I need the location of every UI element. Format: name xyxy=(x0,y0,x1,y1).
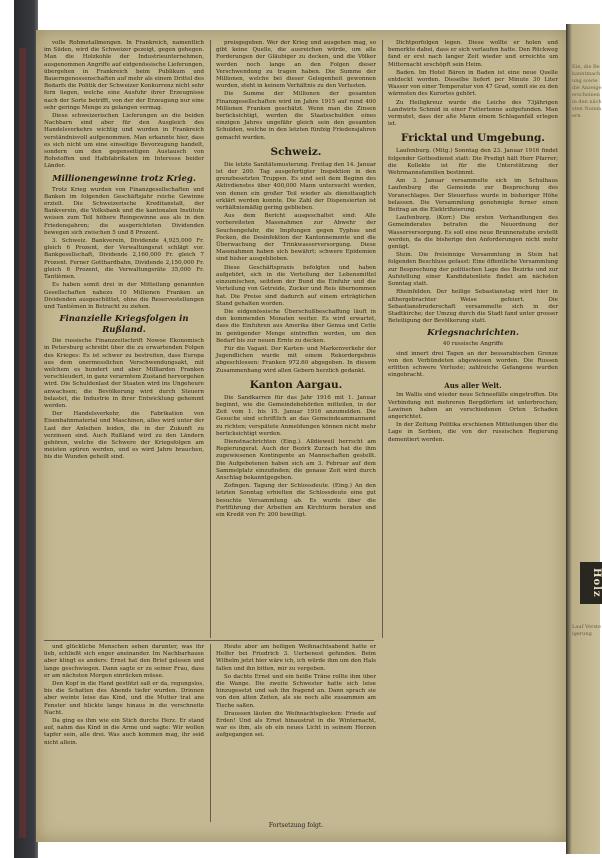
article-paragraph: 3. Schweiz. Bankverein, Dividende 4,925,000 Fr. gleich 6 Prozent, der Verwaltungsrat schlägt vor. Bankgesellschaft, Dividende 2,160,000 Fr. gleich 7 Prozent. Ferner Gotthardbahn, Dividende 2,150,000 Fr. gleich 6 Prozent, die Verwaltungsräte 35,000 Fr. Tantièmen. xyxy=(44,238,204,281)
article-paragraph: Diese schweizerischen Lieferungen an die beiden Nachbarn sind aber für den Ausgleich des Handelsverkehrs wichtig und wurden in Frankreich verständnisvoll aufgenommen. Man erkannte hier, dass es sich nicht um eine einseitige Bevorzugung handelt, sondern um den gegenseitigen Austausch von Rohstoffen und Halbfabrikaten im Interesse beider Länder. xyxy=(44,113,204,170)
article-paragraph: Zofingen. Tagung der Schlossdeute. (Eing.) An den letzten Sonntag erhielten die Schlossdeute eine gut besuchte Versammlung ab. Es wurde über die Fortführung der Arbeiten am Kirchturm beraten und ein Kredit von Fr. 200 bewilligt. xyxy=(216,483,376,518)
column-3 xyxy=(388,40,558,820)
article-paragraph: Baden. Im Hotel Bären in Baden ist eine neue Quelle entdeckt worden. Dieselbe liefert per Minute 30 Liter Wasser von einer Temperatur von 47 Grad, somit sie zu den wärmsten des Kurortes gehört. xyxy=(388,69,558,98)
article-paragraph: Stein. Die freisinnige Versammlung in Stein hat folgenden Beschluss gefasst: Eine öffentliche Versammlung zur Besprechung der politischen Lage des Bezirks und zur Aufstellung einer Kandidatenliste findet am nächsten Sonntag statt. xyxy=(388,252,558,288)
article-paragraph: Am 3. Januar versammelte sich im Schulhaus Laufenburg die Gemeinde zur Besprechung des Voranschlages. Der Steuerfuss wurde in bisheriger Höhe belassen. Die Versammlung genehmigte ferner einen Beitrag an die Elektrifizierung. xyxy=(388,178,558,214)
section-divider xyxy=(44,640,374,641)
spine-binding-stripe xyxy=(19,48,26,838)
adjacent-page-text: Ein, die Bekanntmachung sowie die Anzeige erscheinen in den nächsten Nummern xyxy=(572,64,602,119)
article-paragraph: In der Zeitung Politika erschienen Mitteilungen über die Lage in Serbien, die von der russischen Regierung dementiert werden. xyxy=(388,422,558,443)
article-paragraph: volle Rohmetallmengen. In Frankreich, namentlich im Süden, wird die Schweizer gezeigt, gegen gehegen. Man die Holzkohle der Industrieunternehmen, ausgenommen Angriffe auf eidgenössische Lieferungen, übergehen in Frankreich beim Publikum und Bauerngenossenschaften auf mehr als einem Drittel des Bedarfs die Politik der Schweizer Konkurrenz nicht sehr fern liegen, welche eine Ausfuhr ihrer Erzeugnisse nach der Sorte betrifft, von der der Erzeugung nur eine sehr geringe Menge zu gelangen vermag. xyxy=(44,40,204,111)
column-divider xyxy=(210,40,211,638)
article-paragraph: So dachte Ernst und ein heiße Träne rollte ihm über die Wange. Die zweite Schwester hatte sich leise hinzugesetzt und sah ihn fragend an. Dann sprach sie von den alten Zeiten, als sie noch alle zusammen am Tische saßen. xyxy=(216,673,376,709)
article-headline: Kriegsnachrichten. xyxy=(427,328,519,339)
article-paragraph: Der Handelsverkehr, die Fabrikation von Eisenbahnmaterial und Maschinen, alles wird unter der Last der Anleihen leiden, die in der Zukunft zu verzinsen sind. Auch Rußland wird zu den Ländern gehören, welche die Schwere der Kriegsfolgen am meisten spüren werden, und es wird Jahre brauchen, bis die Wunden geheilt sind. xyxy=(44,411,204,461)
article-paragraph: Rheinfelden. Der heilige Sebastianstag wird hier in althergebrachter Weise gefeiert. Die Sebastiansbruderschaft versammelte sich in der Stadtkirche; der Umzug durch die Stadt fand unter grosser Beteiligung der Bevölkerung statt. xyxy=(388,289,558,325)
article-paragraph: Laufenburg. (Mitg.) Sonntag den 23. Januar 1916 findet folgender Gottesdienst statt: Die Predigt hält Herr Pfarrer; die Kollekte ist für die Unterstützung der Wehrmannsfamilien bestimmt. xyxy=(388,148,558,177)
article-headline: Millionengewinne trotz Krieg. xyxy=(52,173,196,184)
article-paragraph: Es haben somit drei in der Mitteilung genannten Gesellschaften nahezu 10 Millionen Franken an Dividenden ausgeschüttet, ohne die Reservestellungen und Tantièmen in Betracht zu ziehen. xyxy=(44,282,204,310)
article-paragraph: Die russische Finanzzeitschrift Nowoe Ekonomisch in Petersburg schreibt über die zu erwartenden Folgen des Krieges: Es ist schwer zu bestreiten, dass Europa aus dem unermesslichen Verschwendungsakt, mit welchem es hundert und aber Milliarden Franken verschleudert, in ganz verarmtem Zustand hervorgehen wird. Die Schuldenlast der Staaten wird ins Ungeheure anwachsen; die Bevölkerung wird durch Steuern belastet, die Industrie in ihrer Entwicklung gehemmt werden. xyxy=(44,338,204,409)
article-headline: Finanzielle Kriegsfolgen in Rußland. xyxy=(59,314,189,336)
article-paragraph: Laufenburg. (Korr.) Die ersten Verhandlungen des Gemeinderates betrafen die Neuordnung der Wasserversorgung. Es soll eine neue Brunnenstube erstellt werden, da die bisherige den Anforderungen nicht mehr genügt. xyxy=(388,215,558,251)
article-paragraph: Dienstnachrichten (Eing.). Alldieweil herrscht am Regierungsrat. Auch der Bezirk Zurzach hat die ihm zugewiesenen Kontingente an Mannschaften gestellt. Die Aufgebotenen haben sich am 3. Februar auf dem Sammelplatz einzufinden; die genaue Zeit wird durch Anschlag bekanntgegeben. xyxy=(216,438,376,481)
section-subheading: Aus aller Welt. xyxy=(444,381,502,391)
article-paragraph: Zu Heiligkreuz wurde die Leiche des 73jährigen Landwirts Schmid in einer Futtertenne aufgefunden. Man vermutet, dass der alte Mann einem Schlaganfall erlegen ist. xyxy=(388,99,558,128)
footer-note: Fortsetzung folgt. xyxy=(268,822,324,829)
section-heading: Schweiz. xyxy=(270,145,322,158)
article-paragraph: und glückliche Menschen sehen darunter, was ihr lieb, schließt sich enger aneinander. Im Nachbarhause aber klingt es anders: Ernst hat den Brief gelesen und lange geschwiegen. Dann sagte er zu seiner Frau, dass er am nächsten Morgen einrücken müsse. xyxy=(44,644,204,679)
adjacent-page-headline: Holz xyxy=(580,562,602,604)
newspaper-page xyxy=(36,30,566,842)
adjacent-page-text: Lauf Versteigerung xyxy=(572,624,601,637)
article-paragraph: Trotz Krieg wurden von Finanzgesellschaften und Banken im folgenden Geschäftsjahr reiche Gewinne erzielt. Die Schweizerische Kreditanstalt, der Bankverein, die Volksbank und die kantonalen Institute weisen zum Teil höhere Reingewinne aus als in den Friedensjahren; die ausgerichteten Dividenden bewegen sich zwischen 5 und 8 Prozent. xyxy=(44,186,204,236)
adjacent-page-edge xyxy=(566,24,600,854)
article-paragraph: Für die Vagant. Der Karten- und Markenverkehr der Jugendlichen wurde mit einem Rekordergebnis abgeschlossen: Franken 972.60 abgegeben. In diesem Zusammenhang wird allen Gebern herzlich gedankt. xyxy=(216,345,376,374)
article-paragraph: Aus dem Bericht ausgeschaltet sind: Alle vorbereiteten Massnahmen zur Abwehr der Seuchengefahr, die Impfungen gegen Typhus und Pocken, die Desinfektion der Kantonnemente und die Überwachung der Trinkwasserversorgung. Diese Massnahmen haben sich bewährt; schwere Epidemien sind bisher ausgeblieben. xyxy=(216,213,376,263)
article-paragraph: Dichtporfolgen legen. Diese wollte er holen und bemerkte dabei, dass er sich verlaufen hatte. Den Rückweg fand er erst nach langer Zeit wieder und erreichte um Mitternacht erschöpft sein Heim. xyxy=(388,40,558,68)
article-paragraph: Die Sandkarren für das Jahr 1916 mit 1. Januar beginnt, wie die Gemeindebehörden mitteilen, in der Zeit vom 1. bis 15. Januar 1916 anzumelden. Die Gesuche sind schriftlich an das Gemeindeammannamt zu richten; verspätete Anmeldungen können nicht mehr berücksichtigt werden. xyxy=(216,394,376,437)
section-heading: Kanton Aargau. xyxy=(249,378,343,391)
bottom-column-2 xyxy=(216,644,376,824)
article-paragraph: preisgegeben. Wer der Krieg und ausgehen mag, so gibt keine Quelle, die ausreichen würde, um alle Forderungen der Gläubiger zu decken, und die Völker werden noch lange an den Folgen dieser Verschwendung zu tragen haben. Die Summe der Millionen, welche bei dieser Gelegenheit gewonnen wurden, steht in keinem Verhältnis zu den Verlusten. xyxy=(216,40,376,90)
article-paragraph: Die Summe der Millionen der gesamten Finanzgesellschaften wird im Jahre 1915 auf rund 400 Millionen Franken geschätzt. Wenn man die Zinsen berücksichtigt, werden die Staatsschulden eines einzigen Jahres ungefähr gleich sein den gesamten Schulden, welche in den letzten fünfzig Friedensjahren gemacht wurden. xyxy=(216,91,376,141)
article-paragraph: Im Wallis sind wieder neue Schneefälle eingetroffen. Die Verbindung mit mehreren Bergdörfern ist unterbrochen; Lawinen haben an verschiedenen Orten Schaden angerichtet. xyxy=(388,392,558,420)
article-paragraph: Die eidgenössische Überschußbeschaffung läuft in den kommenden Monaten weiter. Es wird erwartet, dass die Einfuhren aus Amerika über Genua und Cette in genügender Menge eintreffen werden, um den Bedarf bis zur neuen Ernte zu decken. xyxy=(216,308,376,344)
article-paragraph: Diese Geschäftspraxis befolgten und haben aufgehört, sich in die Verteilung der Lebensmittel einzumischen, seitdem der Bund die Einfuhr und die Verteilung von Getreide, Zucker und Reis übernommen hat. Die Preise sind dadurch auf einem erträglichen Stand gehalten worden. xyxy=(216,264,376,307)
article-paragraph: Die letzte Sanitätsmusterung. Freitag den 14. Januar ist der 200. Tag ausgefertigter Inspektion in den grenzbesetzten Truppen. Es sind seit dem Beginn des Aktivdienstes über 400,000 Mann untersucht worden, von denen ein großer Teil wieder als diensttauglich erklärt werden konnte. Die Zahl der Dispensierten ist verhältnismäßig gering geblieben. xyxy=(216,161,376,212)
article-paragraph: Da ging es ihm wie ein Stich durchs Herz. Er stand auf, nahm das Kind in die Arme und sagte: Wir wollen tapfer sein, alle drei. Was auch kommen mag, ihr seid nicht allein. xyxy=(44,718,204,746)
article-paragraph: Draussen läuten die Weihnachtsglocken: Friede auf Erden! Und als Ernst hinaustrat in die Winternacht, war es ihm, als ob ein neues Licht in seinem Herzen aufgegangen sei. xyxy=(216,710,376,739)
bottom-column-1 xyxy=(44,644,204,824)
article-paragraph: Heute aber am heiligen Weihnachtsabend hatte er Helfer bei Friedrich 3. Uerbenest gefunden. Beim Wilhelm jetzt hier wäre ich, ich würde ihm um den Hals fallen und ihn bitten, mir zu vergeben. xyxy=(216,644,376,672)
article-paragraph: Den Kopf in die Hand gestützt saß er da, regungslos, bis die Schatten des Abends tiefer wurden. Drinnen aber weinte leise das Kind, und die Mutter trat ans Fenster und blickte lange hinaus in die verschneite Nacht. xyxy=(44,681,204,716)
column-divider xyxy=(382,40,383,638)
book-spine xyxy=(0,0,38,858)
section-heading: Fricktal und Umgebung. xyxy=(401,132,545,145)
article-paragraph: sind innert drei Tagen an der bessarabischen Grenze von den Verbündeten abgewiesen worden. Die Russen erlitten schwere Verluste; zahlreiche Gefangene wurden eingebracht. xyxy=(388,350,558,379)
article-dek: 40 russische Angriffe xyxy=(442,341,504,348)
column-divider xyxy=(210,644,211,822)
